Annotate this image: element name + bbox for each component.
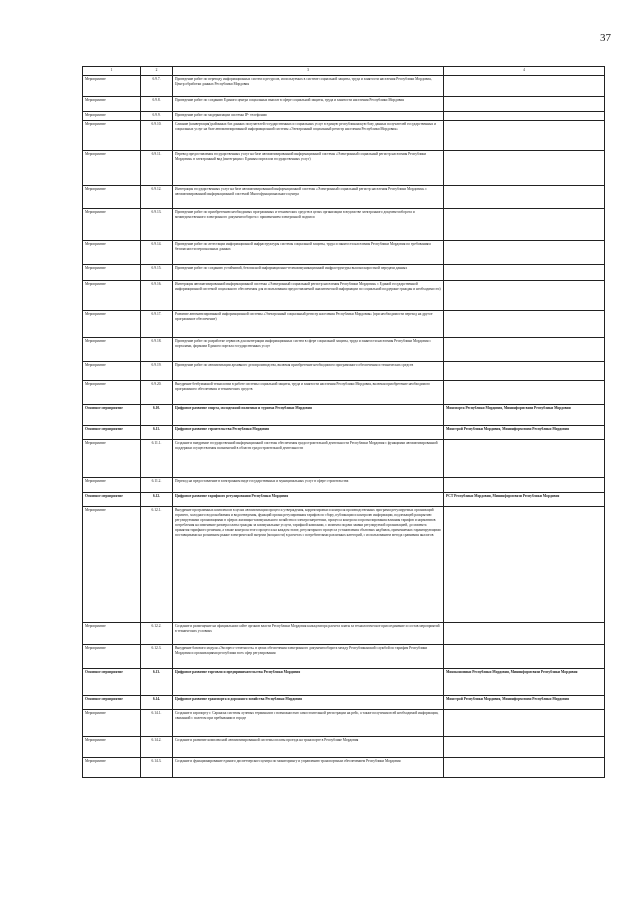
document-table bbox=[82, 66, 605, 778]
row-text-cell: Внедрение безбумажной технологии в работе системы социальной защиты, труда и занятости населения Республики Мордовия, включая приобретение необходимого программного обеспечения и технических средств bbox=[173, 381, 444, 405]
row-responsible-cell bbox=[444, 362, 605, 381]
row-number-cell: 6.9.19. bbox=[141, 362, 173, 381]
table-row bbox=[83, 209, 605, 241]
row-responsible-cell bbox=[444, 710, 605, 737]
row-type-cell: Мероприятие bbox=[83, 311, 141, 338]
row-number-cell: 6.9.7. bbox=[141, 76, 173, 97]
row-number-cell: 6.12.3. bbox=[141, 645, 173, 669]
row-text-cell: Перевод предоставления государственных услуг на базе автоматизированной информационной системы «Электронный социальный регистр населения Республики Мордовия» в электронный вид (интеграция с Единым порталом государственных услуг) bbox=[173, 151, 444, 186]
row-responsible-cell: РСТ Республики Мордовия, Мининформсвязи Республики Мордовия bbox=[444, 493, 605, 507]
row-number-cell: 6.12. bbox=[141, 493, 173, 507]
row-type-cell: Мероприятие bbox=[83, 362, 141, 381]
page-number: 37 bbox=[600, 32, 611, 44]
row-text-cell: Внедрение программных комплексов в целях автоматизации процесса утверждения, корректировки и контроля производственных программ регулируемых организаций горячего, холодного водоснабжения и водоотведения, функций органа регулирования тарифов по сбору, публикации и контролю информации, подлежащей раскрытию регулируемыми организациями в сферах жилищно-коммунального хозяйства и электроэнергетики, процесса контроля и прогнозирования влияния тарифов и нормативов потребления на изменение размера платы граждан за коммунальные услуги, тарифной кампании, с момента подачи заявки регулируемой организацией, до момента принятия тарифного решения, а также контроля этого процесса на каждом этапе, регуляторного процесса установления сбытовых надбавок, применяемых гарантирующими поставщиками на розничном рынке электрической энергии (мощности) в расчетах с потребителями различных категорий, с использованием метода сравнения аналогов bbox=[173, 507, 444, 623]
row-number-cell: 6.11.1. bbox=[141, 440, 173, 478]
table-row bbox=[83, 311, 605, 338]
row-text-cell: Создание в аэропорту г. Саранска системы лучевых терминалов с возможностью самостоятельной регистрации на рейс, а также получения всей необходимой информации, связанной с полетом при пребывании в городе bbox=[173, 710, 444, 737]
row-number-cell: 6.14.3. bbox=[141, 758, 173, 778]
row-type-cell: Мероприятие bbox=[83, 623, 141, 645]
row-type-cell: Мероприятие bbox=[83, 209, 141, 241]
row-text-cell: Цифровое развитие транспорта и дорожного хозяйства Республики Мордовия bbox=[173, 696, 444, 710]
row-text-cell: Цифровое развитие торговли и предпринимательства Республики Мордовия bbox=[173, 669, 444, 696]
row-responsible-cell bbox=[444, 440, 605, 478]
row-responsible-cell bbox=[444, 209, 605, 241]
row-type-cell: Мероприятие bbox=[83, 507, 141, 623]
row-text-cell: Внедрение базового модуля «Экспресс-отчетность» в целях обеспечения электронного документооборота между Республиканской службой по тарифам Республики Мордовия и организациями республики всех сфер регулирования bbox=[173, 645, 444, 669]
row-type-cell: Основное мероприятие bbox=[83, 493, 141, 507]
row-responsible-cell bbox=[444, 338, 605, 362]
row-type-cell: Мероприятие bbox=[83, 338, 141, 362]
row-type-cell: Мероприятие bbox=[83, 265, 141, 281]
table-row bbox=[83, 281, 605, 311]
row-number-cell: 6.9.17. bbox=[141, 311, 173, 338]
row-text-cell: Создание и внедрение государственной информационной системы обеспечения градостроительной деятельности Республики Мордовия с функциями автоматизированной поддержки осуществления полномочий в области градостроительной деятельности bbox=[173, 440, 444, 478]
table-row bbox=[83, 186, 605, 209]
section-row bbox=[83, 669, 605, 696]
row-type-cell: Мероприятие bbox=[83, 478, 141, 493]
row-type-cell: Мероприятие bbox=[83, 737, 141, 758]
row-text-cell: Интеграция автоматизированной информационной системы «Электронный социальный регистр населения Республики Мордовия» с Единой государственной информационной системой социального обеспечения для использования предоставляемой аналитической информации по социальной поддержке граждан и необходимости) bbox=[173, 281, 444, 311]
row-number-cell: 6.9.14. bbox=[141, 241, 173, 265]
header-col-2: 2 bbox=[141, 67, 173, 76]
row-type-cell: Мероприятие bbox=[83, 121, 141, 151]
section-row bbox=[83, 696, 605, 710]
row-responsible-cell: Минстрой Республики Мордовия, Мининформсвязи Республики Мордовия bbox=[444, 426, 605, 440]
row-responsible-cell bbox=[444, 265, 605, 281]
row-type-cell: Мероприятие bbox=[83, 710, 141, 737]
table-row bbox=[83, 151, 605, 186]
row-text-cell: Переход на предоставление в электронном виде государственных и муниципальных услуг в сфере строительства bbox=[173, 478, 444, 493]
row-responsible-cell bbox=[444, 151, 605, 186]
header-col-4: 4 bbox=[444, 67, 605, 76]
row-responsible-cell bbox=[444, 186, 605, 209]
row-type-cell: Основное мероприятие bbox=[83, 669, 141, 696]
table-row bbox=[83, 758, 605, 778]
row-text-cell: Проведение работ по автоматизации архивного делопроизводства, включая приобретение необходимого программного обеспечения и технических средств bbox=[173, 362, 444, 381]
row-responsible-cell bbox=[444, 281, 605, 311]
row-number-cell: 6.9.13. bbox=[141, 209, 173, 241]
row-responsible-cell bbox=[444, 311, 605, 338]
row-text-cell: Проведение работ по разработке сервисов для интеграции информационных систем в сфере социальной защиты, труда и занятости населения Республики Мордовия с порталами, формами Единого портала государственных услуг bbox=[173, 338, 444, 362]
row-type-cell: Основное мероприятие bbox=[83, 696, 141, 710]
table-row bbox=[83, 737, 605, 758]
row-number-cell: 6.11. bbox=[141, 426, 173, 440]
row-text-cell: Создание и развитие комплексной автоматизированной системы оплаты проезда на транспорте в Республике Мордовия bbox=[173, 737, 444, 758]
row-text-cell: Проведение работ по аттестации информационной инфраструктуры системы социальной защиты, труда и занятости населения Республики Мордовия по требованиям безопасности персональных данных bbox=[173, 241, 444, 265]
row-type-cell: Мероприятие bbox=[83, 76, 141, 97]
row-responsible-cell bbox=[444, 112, 605, 121]
row-text-cell: Проведение работ по модернизации системы IP- телефонии bbox=[173, 112, 444, 121]
row-number-cell: 6.12.1. bbox=[141, 507, 173, 623]
row-responsible-cell bbox=[444, 737, 605, 758]
header-row bbox=[83, 67, 605, 76]
row-type-cell: Мероприятие bbox=[83, 440, 141, 478]
row-responsible-cell bbox=[444, 623, 605, 645]
row-number-cell: 6.9.10. bbox=[141, 121, 173, 151]
row-number-cell: 6.9.12. bbox=[141, 186, 173, 209]
table-row bbox=[83, 121, 605, 151]
row-number-cell: 6.14.1. bbox=[141, 710, 173, 737]
row-responsible-cell bbox=[444, 97, 605, 112]
row-responsible-cell bbox=[444, 478, 605, 493]
row-type-cell: Мероприятие bbox=[83, 281, 141, 311]
row-text-cell: Цифровое развитие спорта, молодежной политики и туризма Республики Мордовия bbox=[173, 405, 444, 426]
row-type-cell: Мероприятие bbox=[83, 381, 141, 405]
table-row bbox=[83, 97, 605, 112]
table-row bbox=[83, 362, 605, 381]
row-text-cell: Проведение работ по приобретению необходимых программных и технических средств в целях организации в ведомстве электронного документооборота и межведомственного электронного документооборота с применением электронной подписи bbox=[173, 209, 444, 241]
header-col-3: 3 bbox=[173, 67, 444, 76]
row-type-cell: Мероприятие bbox=[83, 241, 141, 265]
row-number-cell: 6.9.18. bbox=[141, 338, 173, 362]
row-type-cell: Мероприятие bbox=[83, 97, 141, 112]
table-row bbox=[83, 381, 605, 405]
row-type-cell: Основное мероприятие bbox=[83, 405, 141, 426]
row-number-cell: 6.12.2. bbox=[141, 623, 173, 645]
table-row bbox=[83, 440, 605, 478]
row-type-cell: Мероприятие bbox=[83, 151, 141, 186]
row-responsible-cell bbox=[444, 121, 605, 151]
table-row bbox=[83, 710, 605, 737]
row-text-cell: Цифровое развитие тарифного регулирования Республики Мордовия bbox=[173, 493, 444, 507]
row-number-cell: 6.9.9. bbox=[141, 112, 173, 121]
row-text-cell: Создание и функционирование единого диспетчерского центра по мониторингу и управлению транспортным обеспечением Республики Мордовия bbox=[173, 758, 444, 778]
row-type-cell: Мероприятие bbox=[83, 112, 141, 121]
table-row bbox=[83, 478, 605, 493]
row-text-cell: Слияние (конвертация) районных баз данных получателей государственных и социальных услуг в единую республиканскую базу данных получателей государственных и социальных услуг на базе автоматизированной информационной системы «Электронный социальный регистр населения Республики Мордовия» bbox=[173, 121, 444, 151]
row-number-cell: 6.9.8. bbox=[141, 97, 173, 112]
row-responsible-cell bbox=[444, 76, 605, 97]
row-type-cell: Основное мероприятие bbox=[83, 426, 141, 440]
table-row bbox=[83, 338, 605, 362]
row-number-cell: 6.9.16. bbox=[141, 281, 173, 311]
row-text-cell: Создание и размещение на официальном сайте органов власти Республики Мордовия калькулятора расчета платы за технологическое присоединение и состав мероприятий в технических условиях bbox=[173, 623, 444, 645]
row-text-cell: Интеграция государственных услуг на базе автоматизированной информационной системы «Электронный социальный регистр населения Республики Мордовия» с автоматизированной информационной системой Многофункционального центра bbox=[173, 186, 444, 209]
row-text-cell: Проведение работ по переводу информационных систем и ресурсов, используемых в системе социальной защиты, труда и занятости населения Республики Мордовия, Центр обработки данных Республики Мордовия bbox=[173, 76, 444, 97]
table-row bbox=[83, 645, 605, 669]
row-responsible-cell bbox=[444, 645, 605, 669]
row-responsible-cell: Минстрой Республики Мордовия, Мининформсвязи Республики Мордовия bbox=[444, 696, 605, 710]
row-number-cell: 6.13. bbox=[141, 669, 173, 696]
row-responsible-cell bbox=[444, 241, 605, 265]
row-number-cell: 6.10. bbox=[141, 405, 173, 426]
table-row bbox=[83, 623, 605, 645]
row-responsible-cell bbox=[444, 381, 605, 405]
row-type-cell: Мероприятие bbox=[83, 645, 141, 669]
row-type-cell: Мероприятие bbox=[83, 758, 141, 778]
section-row bbox=[83, 405, 605, 426]
table-row bbox=[83, 265, 605, 281]
section-row bbox=[83, 493, 605, 507]
table-row bbox=[83, 241, 605, 265]
row-text-cell: Проведение работ по созданию устойчивой, безопасной информационно-телекоммуникационной инфраструктуры высокоскоростной передачи данных bbox=[173, 265, 444, 281]
section-row bbox=[83, 426, 605, 440]
row-text-cell: Развитие автоматизированной информационной системы «Электронный социальный регистр населения Республики Мордовия» (при необходимости переход на другое программное обеспечение) bbox=[173, 311, 444, 338]
table-row bbox=[83, 76, 605, 97]
row-number-cell: 6.9.15. bbox=[141, 265, 173, 281]
row-number-cell: 6.11.2. bbox=[141, 478, 173, 493]
row-responsible-cell: Минэкономики Республики Мордовия, Мининформсвязи Республики Мордовия bbox=[444, 669, 605, 696]
row-type-cell: Мероприятие bbox=[83, 186, 141, 209]
header-col-1: 1 bbox=[83, 67, 141, 76]
row-responsible-cell: Минспорта Республики Мордовия, Мининформсвязи Республики Мордовия bbox=[444, 405, 605, 426]
table-row bbox=[83, 507, 605, 623]
row-number-cell: 6.9.20. bbox=[141, 381, 173, 405]
row-responsible-cell bbox=[444, 507, 605, 623]
table-row bbox=[83, 112, 605, 121]
row-number-cell: 6.9.11. bbox=[141, 151, 173, 186]
row-responsible-cell bbox=[444, 758, 605, 778]
row-text-cell: Цифровое развитие строительства Республики Мордовия bbox=[173, 426, 444, 440]
row-text-cell: Проведение работ по созданию Единого центра социальных выплат в сфере социальной защиты, труда и занятости населения Республики Мордовия bbox=[173, 97, 444, 112]
row-number-cell: 6.14.2. bbox=[141, 737, 173, 758]
row-number-cell: 6.14. bbox=[141, 696, 173, 710]
